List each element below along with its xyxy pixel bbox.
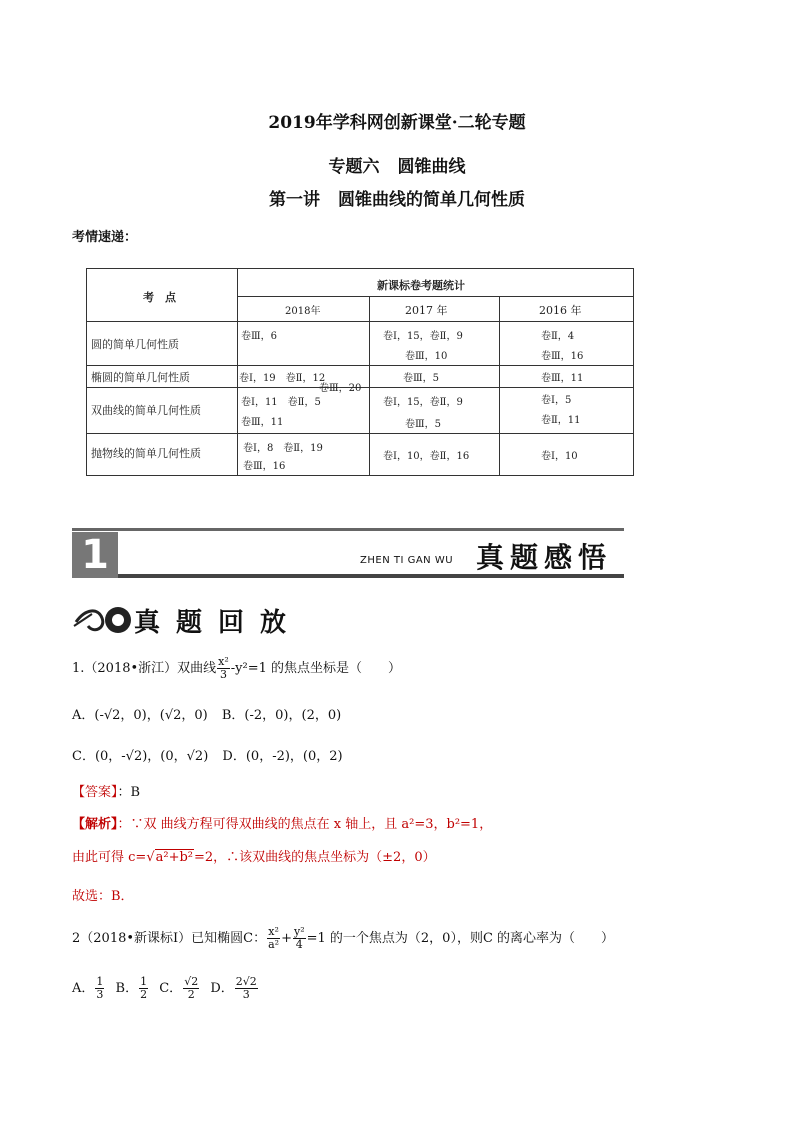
q2-option-c-label: C． bbox=[159, 981, 183, 996]
table-cell: 卷Ⅰ，11 卷Ⅱ，5 bbox=[241, 397, 321, 408]
table-cell-topic: 抛物线的简单几何性质 bbox=[91, 447, 201, 460]
answer-label: 【答案】 bbox=[72, 785, 118, 800]
q2-plus: + bbox=[281, 931, 292, 946]
table-cell-topic: 双曲线的简单几何性质 bbox=[91, 404, 201, 417]
year-header: 2018年 bbox=[285, 306, 321, 317]
exam-statistics-table bbox=[86, 268, 634, 476]
q2-fraction-1 bbox=[267, 926, 280, 951]
table-cell: 卷Ⅲ，5 bbox=[405, 419, 442, 430]
q1-answer bbox=[72, 781, 140, 800]
q1-frac-num: x² bbox=[218, 655, 229, 668]
trend-label: 考情速递： bbox=[72, 230, 138, 245]
frac-den: 3 bbox=[242, 988, 250, 1001]
topic-label: 专题六 bbox=[328, 157, 380, 177]
frac-num: √2 bbox=[184, 975, 199, 988]
table-corner: 考 点 bbox=[143, 291, 176, 304]
topic-name: 圆锥曲线 bbox=[397, 157, 466, 177]
banner-top-rule bbox=[72, 528, 624, 531]
swirl-icon bbox=[72, 600, 134, 640]
table-cell: 卷Ⅲ，16 bbox=[243, 461, 286, 472]
lecture-label: 第一讲 bbox=[269, 190, 320, 210]
topic-title bbox=[0, 152, 794, 177]
question-1-options-ab bbox=[72, 704, 341, 723]
table-cell: 卷Ⅱ，4 bbox=[541, 331, 575, 342]
table-cell: 卷Ⅰ，5 bbox=[541, 395, 572, 406]
subheading-text: 真题回放 bbox=[134, 608, 303, 638]
q1-stem-pre: 1.（2018•浙江）双曲线 bbox=[72, 661, 217, 676]
q2-stem-post: =1 的一个焦点为（2，0），则C 的离心率为（ ） bbox=[306, 931, 615, 946]
q1-fraction bbox=[217, 656, 230, 681]
q1-option-b: B．(-2，0)，(2，0) bbox=[221, 708, 342, 723]
q1-option-d: D．(0，-2)，(0，2) bbox=[222, 749, 343, 764]
table-group-header: 新课标卷考题统计 bbox=[377, 279, 465, 292]
section-number: 1 bbox=[72, 532, 118, 578]
answer-value: ：B bbox=[117, 785, 141, 800]
q2-frac-den: 4 bbox=[295, 938, 303, 951]
year-header: 2017 年 bbox=[405, 304, 448, 317]
table-cell: 卷Ⅰ，10，卷Ⅱ，16 bbox=[383, 451, 470, 462]
table-cell-topic: 圆的简单几何性质 bbox=[91, 338, 179, 351]
table-cell: 卷Ⅰ，8 卷Ⅱ，19 bbox=[243, 443, 323, 454]
q2-option-c-value bbox=[183, 976, 199, 1001]
table-cell: 卷Ⅰ，15，卷Ⅱ，9 bbox=[383, 397, 463, 408]
section-heading: 真题感悟 bbox=[476, 541, 613, 574]
q1-option-c: C．(0，-√2)，(0，√2) bbox=[72, 749, 209, 764]
table-cell: 卷Ⅲ，11 bbox=[241, 417, 284, 428]
analysis-text: 由此可得 c= bbox=[72, 850, 147, 865]
q2-frac-num: x² bbox=[268, 925, 279, 938]
q2-option-d-label: D． bbox=[210, 981, 234, 996]
lecture-title bbox=[0, 185, 794, 210]
table-cell-topic: 椭圆的简单几何性质 bbox=[91, 371, 190, 384]
q2-option-a-value bbox=[95, 976, 104, 1001]
question-1-options-cd bbox=[72, 745, 343, 764]
table-cell: 卷Ⅲ，11 bbox=[541, 373, 584, 384]
table-cell: 卷Ⅲ，6 bbox=[241, 331, 278, 342]
q1-stem-post: -y²=1 的焦点坐标是（ ） bbox=[230, 661, 402, 676]
q2-frac-den: a² bbox=[268, 938, 280, 951]
q1-frac-den: 3 bbox=[219, 668, 227, 681]
section-banner bbox=[72, 528, 624, 578]
table-cell: 卷Ⅲ，5 bbox=[403, 373, 440, 384]
frac-den: 3 bbox=[96, 988, 104, 1001]
q2-frac-num: y² bbox=[293, 925, 305, 938]
analysis-label: 【解析】 bbox=[72, 817, 118, 832]
q2-option-b-label: B． bbox=[115, 981, 139, 996]
radical-expression: a²+b² bbox=[155, 850, 193, 865]
table-cell: 卷Ⅲ，20 bbox=[319, 383, 362, 394]
analysis-text: =2，∴该双曲线的焦点坐标为（±2，0） bbox=[194, 850, 436, 865]
section-pinyin: ZHEN TI GAN WU bbox=[360, 555, 454, 566]
q1-analysis-line2: 由此可得 c=√a²+b²=2，∴该双曲线的焦点坐标为（±2，0） bbox=[72, 850, 436, 865]
table-cell: 卷Ⅰ，10 bbox=[541, 451, 578, 462]
frac-num: 1 bbox=[96, 975, 104, 988]
question-2-stem bbox=[72, 926, 614, 951]
q2-option-b-value bbox=[139, 976, 148, 1001]
question-1-stem bbox=[72, 656, 401, 681]
frac-num: 2√2 bbox=[235, 975, 257, 988]
q1-analysis-line1 bbox=[72, 813, 492, 832]
frac-den: 2 bbox=[187, 988, 195, 1001]
year-header: 2016 年 bbox=[539, 304, 582, 317]
subheading bbox=[72, 600, 332, 640]
q1-conclusion: 故选：B． bbox=[72, 889, 134, 904]
question-2-options bbox=[72, 976, 259, 1001]
table-cell: 卷Ⅲ，10 bbox=[405, 351, 448, 362]
q2-option-d-value bbox=[235, 976, 258, 1001]
table-cell: 卷Ⅲ，16 bbox=[541, 351, 584, 362]
table-cell: 卷Ⅰ，15，卷Ⅱ，9 bbox=[383, 331, 463, 342]
frac-num: 1 bbox=[140, 975, 148, 988]
q2-option-a-label: A． bbox=[72, 981, 95, 996]
table-cell: 卷Ⅱ，11 bbox=[541, 415, 581, 426]
q1-option-a: A．(-√2，0)，(√2，0) bbox=[72, 708, 208, 723]
q2-stem-pre: 2（2018•新课标Ⅰ）已知椭圆C： bbox=[72, 931, 267, 946]
document-title: 2019年学科网创新课堂·二轮专题 bbox=[268, 113, 526, 133]
table-cell: 卷Ⅰ，19 卷Ⅱ，12 bbox=[239, 373, 326, 384]
q2-fraction-2 bbox=[293, 926, 306, 951]
analysis-text: ：∵双 曲线方程可得双曲线的焦点在 x 轴上，且 a²=3，b²=1， bbox=[117, 817, 493, 832]
frac-den: 2 bbox=[140, 988, 148, 1001]
lecture-name: 圆锥曲线的简单几何性质 bbox=[338, 190, 525, 210]
